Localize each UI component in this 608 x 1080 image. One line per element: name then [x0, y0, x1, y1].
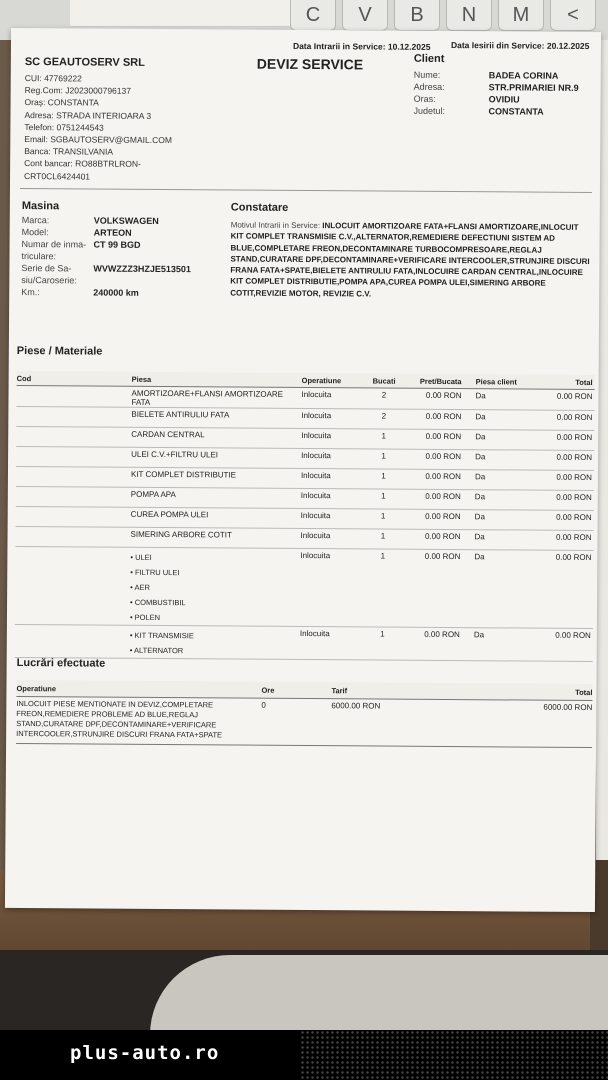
header-bucati: Bucati — [372, 375, 396, 386]
keyboard-key: C — [290, 0, 336, 31]
part-unit-price: 0.00 RON — [425, 431, 462, 442]
work-total: 6000.00 RON — [543, 702, 593, 713]
part-client-supplied: Da — [473, 630, 485, 640]
part-name-line: AMORTIZOARE+FLANSI AMORTIZOARE FATA — [131, 388, 284, 407]
part-quantity: 1 — [381, 471, 386, 481]
part-code — [15, 549, 130, 550]
header-total: Total — [575, 687, 593, 697]
part-unit-price: 0.00 RON — [425, 511, 461, 522]
part-name — [131, 410, 301, 420]
part-total: 0.00 RON — [556, 512, 592, 523]
part-total: 0.00 RON — [556, 391, 593, 402]
part-quantity: 2 — [381, 390, 387, 400]
footer-bar — [0, 1030, 608, 1080]
keyboard-key: B — [394, 0, 440, 31]
client-value: BADEA CORINA — [488, 70, 559, 81]
vehicle-details — [21, 214, 222, 299]
part-operation: Inlocuita — [301, 389, 332, 400]
vehicle-label: Marca: — [21, 215, 50, 226]
date-in: Data Intrarii in Service: 10.12.2025 — [292, 40, 431, 52]
divider — [20, 188, 592, 193]
company-info-line: Banca: TRANSILVANIA — [24, 146, 114, 157]
work-hours: 0 — [261, 700, 266, 710]
part-total: 0.00 RON — [555, 532, 592, 543]
findings-title: Constatare — [230, 201, 289, 214]
part-code — [16, 429, 131, 430]
part-operation: Inlocuita — [301, 430, 332, 441]
vehicle-label: Serie de Sa- siu/Caroserie: — [21, 263, 77, 286]
part-operation: Inlocuita — [301, 450, 331, 461]
header-total: Total — [575, 377, 593, 387]
part-unit-price: 0.00 RON — [425, 411, 462, 422]
background-papers — [70, 0, 290, 27]
parts-table-body — [15, 386, 595, 662]
part-operation: Inlocuita — [301, 410, 332, 421]
client-row — [413, 105, 603, 118]
part-quantity: 1 — [381, 491, 386, 501]
client-value: STR.PRIMARIEI NR.9 — [488, 82, 579, 93]
findings-text — [230, 219, 591, 301]
part-total: 0.00 RON — [556, 472, 592, 483]
keyboard-key: < — [550, 0, 596, 31]
company-info-line: Email: SGBAUTOSERV@GMAIL.COM — [24, 134, 172, 146]
client-label: Oras: — [413, 93, 436, 104]
client-label: Adresa: — [413, 81, 445, 92]
part-name-line: • AER — [130, 582, 150, 592]
part-total: 0.00 RON — [556, 432, 593, 443]
part-quantity: 1 — [380, 629, 385, 639]
part-quantity: 1 — [380, 531, 386, 541]
part-code — [16, 489, 131, 490]
part-operation: Inlocuita — [300, 470, 331, 481]
part-unit-price: 0.00 RON — [425, 451, 462, 462]
part-quantity: 1 — [381, 431, 386, 441]
part-name — [131, 490, 301, 500]
part-total: 0.00 RON — [556, 492, 592, 503]
header-operatiune: Operatiune — [301, 375, 342, 385]
company-info-line: Telefon: 0751244543 — [24, 121, 104, 133]
client-value: OVIDIU — [488, 94, 520, 105]
vehicle-value: 240000 km — [93, 287, 139, 298]
part-client-supplied: Da — [474, 552, 485, 562]
company-info-line: CRT0CL6424401 — [24, 170, 91, 182]
part-name — [131, 530, 301, 540]
part-operation: Inlocuita — [300, 510, 331, 521]
part-total: 0.00 RON — [556, 452, 593, 463]
part-client-supplied: Da — [474, 532, 485, 542]
work-operation: INLOCUIT PIESE MENTIONATE IN DEVIZ,COMPLETARE FREON,REMEDIERE PROBLEME AD BLUE,REGLAJ STAND,CURATARE DPF,DECONTAMINARE+VERIFICARE INTERCOOLER,STRUNJIRE DISCURI FRANA FATA+SPATE — [16, 699, 223, 740]
header-operatiune: Operatiune — [16, 683, 57, 693]
work-rate: 6000.00 RON — [331, 701, 381, 711]
vehicle-row — [21, 286, 221, 299]
keyboard-key: V — [342, 0, 388, 31]
part-name — [130, 550, 301, 626]
keyboard-key: N — [446, 0, 492, 31]
header-piesa-client: Piesa client — [475, 376, 517, 386]
header-cod: Cod — [16, 373, 32, 383]
part-unit-price: 0.00 RON — [425, 471, 461, 482]
part-unit-price: 0.00 RON — [425, 390, 462, 401]
work-table — [16, 680, 592, 748]
brand-watermark: plus-auto.ro — [70, 1042, 220, 1064]
part-quantity: 1 — [381, 451, 386, 461]
vehicle-row — [21, 238, 221, 263]
part-name-line: CARDAN CENTRAL — [131, 429, 205, 440]
part-code — [16, 529, 131, 530]
part-quantity: 1 — [380, 511, 386, 521]
part-operation: Inlocuita — [299, 628, 330, 639]
company-info-line: Oraș: CONSTANTA — [24, 97, 99, 108]
vehicle-label: Numar de inma- triculare: — [21, 239, 87, 262]
part-name-line: • KIT TRANSMISIE — [129, 630, 194, 641]
work-row — [16, 697, 592, 748]
work-title: Lucrări efectuate — [16, 657, 106, 670]
part-name — [131, 450, 301, 460]
vehicle-label: Model: — [21, 227, 49, 238]
findings-body: INLOCUIT AMORTIZOARE FATA+FLANSI AMORTIZOARE,INLOCUIT KIT COMPLET TRANSMISIE C.V.,ALTERNATOR,REMEDIERE DEFECTIUNI SISTEM AD BLUE,COMPLETARE FREON,DECONTAMINARE TURBOCOMPRESOARE,REGLAJ STAND,CURATARE DPF,DECONTAMINARE+VERIFICARE INTERCOOLER,STRUNJIRE DISCURI FRANA FATA+SPATE,BIELETE ANTIRULIU FATA,INLOCUIRE CARDAN CENTRAL,INLOCUIRE KIT COMPLET DISTRIBUTIE,POMPA APA,CUREA POMPA ULEI,SIMERING ARBORE COTIT,REVIZIE MOTOR, REVIZIE C.V. — [230, 221, 590, 299]
part-name-line: KIT COMPLET DISTRIBUTIE — [130, 469, 237, 480]
client-title: Client — [413, 52, 445, 65]
part-client-supplied: Da — [474, 512, 485, 522]
part-client-supplied: Da — [475, 391, 486, 401]
part-name-line: • POLEN — [129, 612, 161, 623]
part-operation: Inlocuita — [300, 550, 331, 561]
client-value: CONSTANTA — [488, 106, 544, 117]
header-tarif: Tarif — [331, 685, 348, 695]
keyboard — [290, 0, 596, 30]
header-ore: Ore — [261, 685, 275, 695]
parts-table — [15, 371, 595, 662]
service-estimate-document — [5, 28, 601, 912]
part-unit-price: 0.00 RON — [424, 551, 461, 562]
parts-row — [15, 625, 593, 662]
vehicle-value: VOLKSWAGEN — [93, 215, 159, 226]
client-label: Judetul: — [413, 105, 446, 116]
parts-title: Piese / Materiale — [16, 344, 103, 358]
part-code — [17, 388, 132, 389]
client-label: Nume: — [413, 69, 441, 80]
company-name: SC GEAUTOSERV SRL — [24, 56, 145, 69]
vehicle-label: Km.: — [21, 287, 40, 298]
part-name-line: BIELETE ANTIRULIU FATA — [131, 409, 230, 420]
part-unit-price: 0.00 RON — [424, 531, 461, 542]
part-total: 0.00 RON — [555, 630, 591, 641]
part-client-supplied: Da — [474, 492, 486, 502]
part-code — [16, 409, 131, 410]
document-title: DEVIZ SERVICE — [256, 55, 364, 73]
part-client-supplied: Da — [475, 412, 486, 422]
company-details — [24, 72, 215, 183]
part-client-supplied: Da — [475, 432, 486, 442]
part-client-supplied: Da — [474, 472, 486, 482]
part-unit-price: 0.00 RON — [424, 629, 460, 640]
parts-row — [15, 547, 594, 629]
part-unit-price: 0.00 RON — [425, 491, 461, 502]
vehicle-value: CT 99 BGD — [93, 239, 141, 250]
footer-pattern — [300, 1030, 608, 1080]
vehicle-row — [21, 262, 221, 287]
part-name-line: • ALTERNATOR — [129, 645, 184, 656]
part-name-line: POMPA APA — [130, 489, 176, 500]
part-code — [15, 627, 130, 628]
part-name-line: • COMBUSTIBIL — [130, 597, 186, 608]
part-name — [130, 628, 300, 659]
part-operation: Inlocuita — [300, 530, 331, 541]
part-total: 0.00 RON — [556, 412, 593, 423]
header-pret: Pret/Bucata — [419, 376, 462, 386]
company-info-line: Cont bancar: RO88BTRLRON- — [24, 158, 141, 170]
part-name-line: ULEI C.V.+FILTRU ULEI — [131, 449, 219, 460]
part-name-line: • FILTRU ULEI — [130, 567, 180, 578]
vehicle-value: ARTEON — [93, 227, 132, 238]
work-table-body — [16, 697, 592, 748]
part-name-line: • ULEI — [130, 552, 152, 562]
findings-lead: Motivul Intrarii in Service: — [230, 220, 321, 231]
part-name-line: CUREA POMPA ULEI — [130, 509, 209, 520]
part-total: 0.00 RON — [555, 552, 592, 563]
part-name-line: SIMERING ARBORE COTIT — [130, 529, 232, 540]
fabric — [150, 955, 608, 1035]
vehicle-value: WVWZZZ3HZJE513501 — [93, 263, 191, 275]
company-info-line: CUI: 47769222 — [24, 73, 82, 84]
date-out: Data Iesirii din Service: 20.12.2025 — [450, 40, 590, 51]
header-piesa: Piesa — [131, 374, 152, 384]
part-name — [131, 389, 301, 408]
client-details — [413, 69, 603, 118]
part-name — [131, 510, 301, 520]
vehicle-title: Masina — [21, 200, 60, 213]
part-quantity: 2 — [381, 411, 387, 421]
part-name — [131, 470, 301, 480]
part-quantity: 1 — [380, 551, 386, 561]
company-info-line: Reg.Com: J2023000796137 — [24, 85, 132, 96]
part-code — [16, 469, 131, 470]
company-info-line: Adresa: STRADA INTERIOARA 3 — [24, 109, 152, 121]
part-code — [16, 449, 131, 450]
part-name — [131, 430, 301, 440]
part-client-supplied: Da — [475, 452, 486, 462]
keyboard-key: M — [498, 0, 544, 31]
part-code — [16, 509, 131, 510]
part-operation: Inlocuita — [300, 490, 331, 501]
